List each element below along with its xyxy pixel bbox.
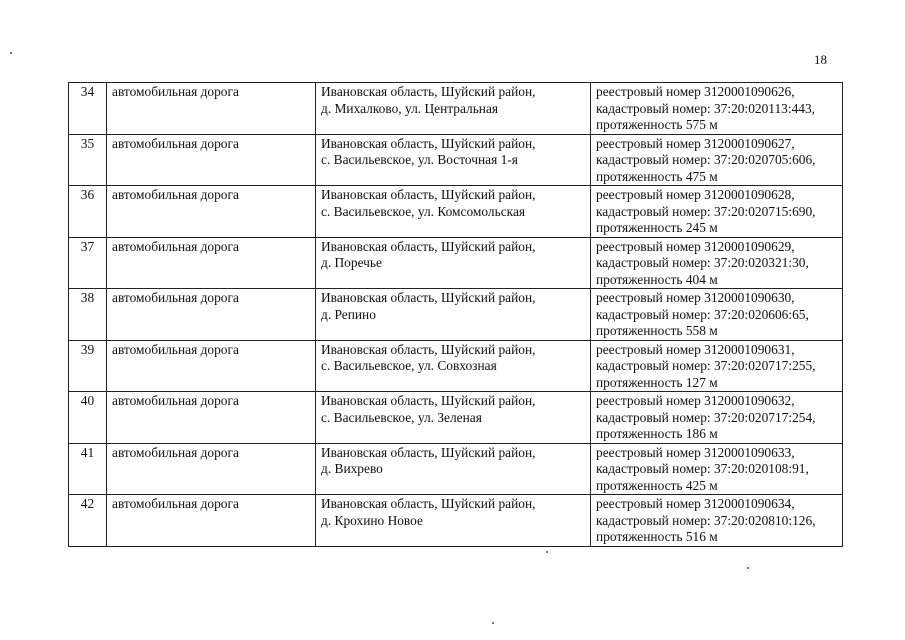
detail-line: протяженность 575 м xyxy=(596,117,718,132)
object-type: автомобильная дорога xyxy=(107,495,316,547)
detail-line: реестровый номер 3120001090628, xyxy=(596,187,795,202)
row-number: 42 xyxy=(69,495,107,547)
table-row xyxy=(69,495,843,547)
detail-line: протяженность 245 м xyxy=(596,220,718,235)
address-line: д. Крохино Новое xyxy=(321,512,423,528)
address-line: Ивановская область, Шуйский район, xyxy=(321,496,536,511)
table-row xyxy=(69,340,843,392)
table-row xyxy=(69,443,843,495)
object-type: автомобильная дорога xyxy=(107,443,316,495)
detail-line: реестровый номер 3120001090634, xyxy=(596,496,795,511)
detail-line: реестровый номер 3120001090630, xyxy=(596,290,795,305)
object-type: автомобильная дорога xyxy=(107,134,316,186)
object-address xyxy=(316,83,591,135)
row-number: 41 xyxy=(69,443,107,495)
detail-line: кадастровый номер: 37:20:020321:30, xyxy=(596,255,809,270)
detail-line: кадастровый номер: 37:20:020717:254, xyxy=(596,409,816,425)
scan-speck xyxy=(492,622,494,624)
object-address xyxy=(316,237,591,289)
detail-line: реестровый номер 3120001090632, xyxy=(596,393,795,408)
object-details xyxy=(591,289,843,341)
table-row xyxy=(69,134,843,186)
detail-line: протяженность 425 м xyxy=(596,477,718,493)
object-type: автомобильная дорога xyxy=(107,392,316,444)
address-line: с. Васильевское, ул. Комсомольская xyxy=(321,203,526,219)
row-number: 40 xyxy=(69,392,107,444)
detail-line: реестровый номер 3120001090626, xyxy=(596,84,795,99)
object-address xyxy=(316,340,591,392)
address-line: д. Поречье xyxy=(321,255,382,270)
row-number: 35 xyxy=(69,134,107,186)
row-number: 34 xyxy=(69,83,107,135)
detail-line: реестровый номер 3120001090631, xyxy=(596,341,795,357)
address-line: Ивановская область, Шуйский район, xyxy=(321,444,536,460)
detail-line: реестровый номер 3120001090633, xyxy=(596,444,795,460)
address-line: с. Васильевское, ул. Совхозная xyxy=(321,358,497,373)
address-line: д. Михалково, ул. Центральная xyxy=(321,100,499,116)
object-address xyxy=(316,186,591,238)
object-type: автомобильная дорога xyxy=(107,340,316,392)
address-line: Ивановская область, Шуйский район, xyxy=(321,290,536,305)
scan-speck xyxy=(10,52,12,54)
table-row xyxy=(69,83,843,135)
table-row xyxy=(69,289,843,341)
row-number: 39 xyxy=(69,340,107,392)
object-address xyxy=(316,289,591,341)
address-line: Ивановская область, Шуйский район, xyxy=(321,238,536,254)
detail-line: кадастровый номер: 37:20:020113:443, xyxy=(596,100,816,116)
table-row xyxy=(69,392,843,444)
detail-line: кадастровый номер: 37:20:020606:65, xyxy=(596,306,809,322)
row-number: 38 xyxy=(69,289,107,341)
page-number: 18 xyxy=(814,52,827,67)
address-line: д. Репино xyxy=(321,306,376,322)
detail-line: кадастровый номер: 37:20:020108:91, xyxy=(596,461,809,476)
object-details xyxy=(591,83,843,135)
address-line: с. Васильевское, ул. Зеленая xyxy=(321,409,482,425)
object-details xyxy=(591,443,843,495)
object-details xyxy=(591,392,843,444)
detail-line: кадастровый номер: 37:20:020705:606, xyxy=(596,152,816,167)
object-type: автомобильная дорога xyxy=(107,83,316,135)
detail-line: протяженность 558 м xyxy=(596,323,718,338)
table-row xyxy=(69,237,843,289)
table-body xyxy=(69,83,843,547)
object-details xyxy=(591,134,843,186)
detail-line: кадастровый номер: 37:20:020810:126, xyxy=(596,512,816,528)
scan-speck xyxy=(747,567,749,569)
detail-line: протяженность 404 м xyxy=(596,271,718,287)
object-address xyxy=(316,134,591,186)
detail-line: кадастровый номер: 37:20:020717:255, xyxy=(596,358,816,373)
table-row xyxy=(69,186,843,238)
detail-line: протяженность 186 м xyxy=(596,426,718,441)
detail-line: протяженность 475 м xyxy=(596,168,718,184)
detail-line: реестровый номер 3120001090627, xyxy=(596,135,795,151)
object-details xyxy=(591,495,843,547)
object-type: автомобильная дорога xyxy=(107,289,316,341)
object-address xyxy=(316,495,591,547)
object-details xyxy=(591,340,843,392)
address-line: Ивановская область, Шуйский район, xyxy=(321,393,536,408)
object-details xyxy=(591,186,843,238)
address-line: Ивановская область, Шуйский район, xyxy=(321,135,536,151)
scan-speck xyxy=(546,551,548,553)
object-type: автомобильная дорога xyxy=(107,237,316,289)
address-line: д. Вихрево xyxy=(321,461,383,476)
detail-line: протяженность 516 м xyxy=(596,529,718,544)
detail-line: кадастровый номер: 37:20:020715:690, xyxy=(596,203,816,219)
address-line: Ивановская область, Шуйский район, xyxy=(321,187,536,202)
address-line: с. Васильевское, ул. Восточная 1-я xyxy=(321,152,518,167)
detail-line: реестровый номер 3120001090629, xyxy=(596,238,795,254)
object-address xyxy=(316,392,591,444)
address-line: Ивановская область, Шуйский район, xyxy=(321,84,536,99)
detail-line: протяженность 127 м xyxy=(596,374,718,390)
object-address xyxy=(316,443,591,495)
object-type: автомобильная дорога xyxy=(107,186,316,238)
road-registry-table xyxy=(68,82,843,547)
address-line: Ивановская область, Шуйский район, xyxy=(321,341,536,357)
row-number: 37 xyxy=(69,237,107,289)
object-details xyxy=(591,237,843,289)
row-number: 36 xyxy=(69,186,107,238)
